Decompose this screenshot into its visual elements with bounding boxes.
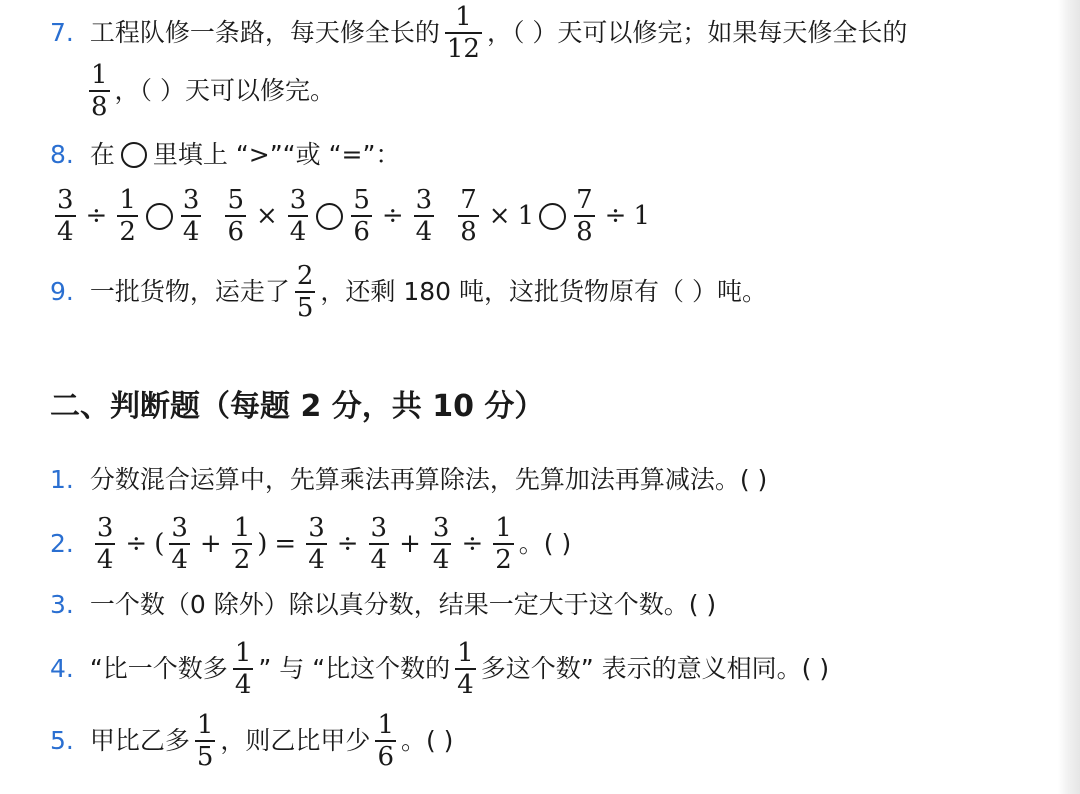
question-text: ” 与 “比这个数的 (258, 654, 451, 683)
question-text: 甲比乙多 (89, 726, 190, 755)
number: 1 (517, 201, 535, 231)
question-text: 在 (89, 140, 115, 169)
fraction (95, 513, 116, 575)
fraction (181, 185, 202, 247)
numerator: 2 (296, 261, 314, 291)
question-text: “比一个数多 (89, 654, 228, 683)
denominator: 4 (171, 545, 188, 575)
question-text: 里填上 “>”“或 “=”： (152, 140, 401, 169)
numerator: 1 (119, 185, 136, 215)
denominator: 6 (353, 217, 370, 247)
operator: ÷ (604, 201, 627, 231)
denominator: 12 (446, 34, 480, 64)
page-edge-shadow (1058, 0, 1080, 794)
numerator: 3 (308, 513, 325, 543)
operator: × (488, 201, 511, 231)
denominator: 5 (196, 742, 214, 772)
numerator: 3 (415, 185, 433, 215)
question-text: 工程队修一条路，每天修全长的 (89, 18, 440, 47)
question-9 (50, 261, 767, 323)
numerator: 7 (460, 185, 477, 215)
fraction (414, 185, 435, 247)
fraction (375, 710, 396, 772)
numerator: 3 (171, 513, 188, 543)
circle-answer-blank[interactable] (146, 203, 173, 230)
question-7-continued (84, 60, 335, 122)
denominator: 4 (182, 217, 200, 247)
denominator: 2 (119, 217, 136, 247)
operator: + (399, 529, 421, 559)
denominator: 4 (289, 217, 307, 247)
question-number: 3. (50, 590, 74, 619)
judge-question-5 (50, 710, 453, 772)
circle-blank-icon (121, 142, 147, 168)
denominator: 4 (370, 545, 388, 575)
denominator: 4 (415, 217, 433, 247)
fraction (493, 513, 514, 575)
question-8-expressions (50, 185, 652, 247)
denominator: 4 (432, 545, 450, 575)
fraction (55, 185, 76, 247)
question-7 (50, 2, 907, 64)
denominator: 4 (457, 670, 474, 700)
numerator: 3 (182, 185, 200, 215)
denominator: 4 (96, 545, 114, 575)
numerator: 7 (576, 185, 593, 215)
judge-question-3 (50, 590, 716, 620)
numerator: 1 (234, 638, 252, 668)
operator: ÷ (461, 529, 484, 559)
operator: + (199, 529, 222, 559)
judge-question-1 (50, 465, 767, 495)
fraction (232, 513, 253, 575)
operator: ÷ (125, 529, 148, 559)
question-text: 一个数（0 除外）除以真分数，结果一定大于这个数。( ) (89, 590, 717, 619)
question-text: 一批货物，运走了 (89, 277, 290, 306)
question-number: 1. (50, 465, 74, 494)
numerator: 5 (353, 185, 370, 215)
question-number: 9. (50, 277, 74, 306)
question-number: 5. (50, 726, 74, 755)
fraction (369, 513, 390, 575)
numerator: 1 (196, 710, 214, 740)
fraction (431, 513, 452, 575)
numerator: 1 (457, 638, 474, 668)
denominator: 2 (495, 545, 512, 575)
question-number: 4. (50, 654, 74, 683)
question-text: ，（ ）天可以修完。 (114, 76, 335, 105)
fraction (225, 185, 246, 247)
question-text: 。( ) (400, 726, 454, 755)
circle-answer-blank[interactable] (539, 203, 566, 230)
denominator: 4 (308, 545, 325, 575)
numerator: 1 (233, 513, 251, 543)
numerator: 1 (455, 2, 472, 32)
operator: = (274, 529, 297, 559)
numerator: 3 (289, 185, 307, 215)
fraction (195, 710, 216, 772)
numerator: 3 (432, 513, 450, 543)
question-text: ，还剩 180 吨，这批货物原有（ ）吨。 (320, 277, 767, 306)
fraction (117, 185, 138, 247)
question-text: 多这个数” 表示的意义相同。( ) (480, 654, 830, 683)
paren: ) (257, 529, 268, 559)
numerator: 1 (91, 60, 108, 90)
operator: ÷ (381, 201, 404, 231)
fraction (233, 638, 254, 700)
comparison-expression-2 (220, 185, 439, 247)
denominator: 6 (227, 217, 244, 247)
denominator: 8 (576, 217, 593, 247)
fraction (351, 185, 372, 247)
question-8 (50, 140, 400, 170)
question-text: ，则乙比甲少 (220, 726, 371, 755)
fraction (288, 185, 309, 247)
question-number: 8. (50, 140, 74, 169)
denominator: 5 (296, 293, 314, 323)
judge-question-2 (50, 513, 571, 575)
comparison-expression-3 (453, 185, 652, 247)
comparison-expression-1 (50, 185, 206, 247)
operator: ÷ (336, 529, 359, 559)
numerator: 1 (495, 513, 512, 543)
numerator: 3 (96, 513, 114, 543)
fraction (169, 513, 190, 575)
question-text: ，（ ）天可以修完；如果每天修全长的 (486, 18, 908, 47)
numerator: 3 (370, 513, 388, 543)
denominator: 4 (234, 670, 252, 700)
numerator: 3 (57, 185, 74, 215)
question-number: 2. (50, 529, 74, 558)
denominator: 8 (91, 92, 108, 122)
fraction (445, 2, 482, 64)
denominator: 6 (377, 742, 394, 772)
fraction (458, 185, 479, 247)
fraction (574, 185, 595, 247)
paren: ( (154, 529, 165, 559)
denominator: 8 (460, 217, 477, 247)
fraction (306, 513, 327, 575)
operator: × (255, 201, 278, 231)
judge-question-4 (50, 638, 829, 700)
denominator: 2 (233, 545, 251, 575)
numerator: 5 (227, 185, 244, 215)
fraction (295, 261, 316, 323)
number: 1 (633, 201, 650, 231)
denominator: 4 (57, 217, 74, 247)
question-number: 7. (50, 18, 74, 47)
fraction (89, 60, 110, 122)
operator: ÷ (85, 201, 108, 231)
numerator: 1 (377, 710, 394, 740)
question-text: 。( ) (518, 529, 572, 558)
question-text: 分数混合运算中，先算乘法再算除法，先算加法再算减法。( ) (89, 465, 768, 494)
fraction (455, 638, 476, 700)
circle-answer-blank[interactable] (316, 203, 343, 230)
section-heading: 二、判断题（每题 2 分，共 10 分） (50, 389, 545, 424)
